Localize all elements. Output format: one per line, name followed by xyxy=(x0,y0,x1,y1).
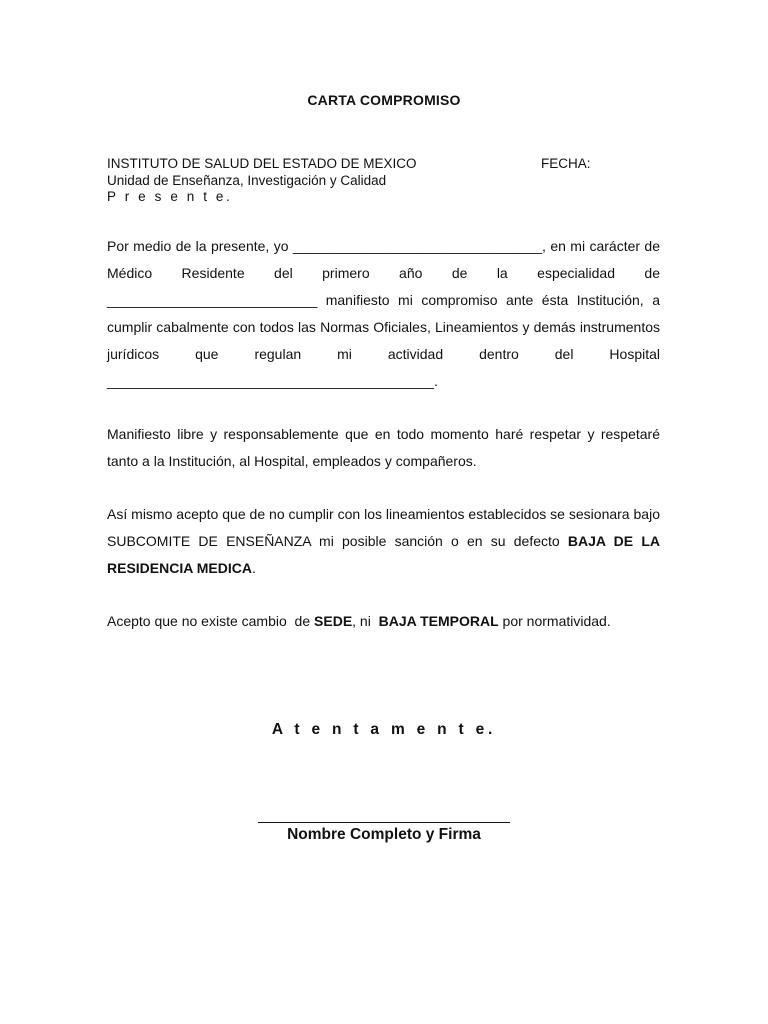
document-title: CARTA COMPROMISO xyxy=(307,92,461,108)
paragraph-respect-text: Manifiesto libre y responsablemente que en todo momento haré respetar y respetaré tanto a la Institución, al Hospital, empleados y compañeros. xyxy=(107,426,660,469)
greeting: P r e s e n t e. xyxy=(107,189,233,204)
residency-withdrawal-text: BAJA DE LA RESIDENCIA MEDICA xyxy=(107,533,660,576)
paragraph-commitment xyxy=(107,233,660,395)
unit-name: Unidad de Enseñanza, Investigación y Calidad xyxy=(107,172,387,188)
sede-text: SEDE xyxy=(314,613,353,629)
recipient-line-1 xyxy=(107,156,667,173)
signature-line xyxy=(258,822,510,823)
paragraph-sanction-end: . xyxy=(251,560,256,576)
signature-label: Nombre Completo y Firma xyxy=(287,826,481,843)
recipient-block xyxy=(107,156,667,206)
date-label: FECHA: xyxy=(541,156,591,171)
paragraph-site-text xyxy=(107,608,660,635)
paragraph-site-part1: Acepto que no existe cambio de xyxy=(107,613,315,629)
institution-name: INSTITUTO DE SALUD DEL ESTADO DE MEXICO xyxy=(107,156,417,171)
paragraph-site xyxy=(107,608,660,635)
temporary-leave-text: BAJA TEMPORAL xyxy=(378,613,499,629)
closing: A t e n t a m e n t e. xyxy=(271,721,497,738)
paragraph-sanction xyxy=(107,501,660,582)
paragraph-commitment-text: Por medio de la presente, yo ________________________________, en mi carácter de Médico Residente del primero año de la especialidad de ___________________________ manifiesto mi compromiso ante ésta Institución, a cumplir cabalmente con todos las Normas Oficiales, Lineamientos y demás instrumentos jurídicos que regulan mi actividad dentro del Hospital __________________________________________. xyxy=(107,238,660,389)
paragraph-site-part2: , ni xyxy=(352,613,379,629)
paragraph-respect xyxy=(107,421,660,475)
paragraph-sanction-text xyxy=(107,501,660,582)
paragraph-sanction-body: Así mismo acepto que de no cumplir con los lineamientos establecidos se sesionara bajo SUBCOMITE DE ENSEÑANZA mi posible sanción o en su defecto xyxy=(107,506,660,549)
paragraph-site-part3: por normatividad. xyxy=(498,613,611,629)
